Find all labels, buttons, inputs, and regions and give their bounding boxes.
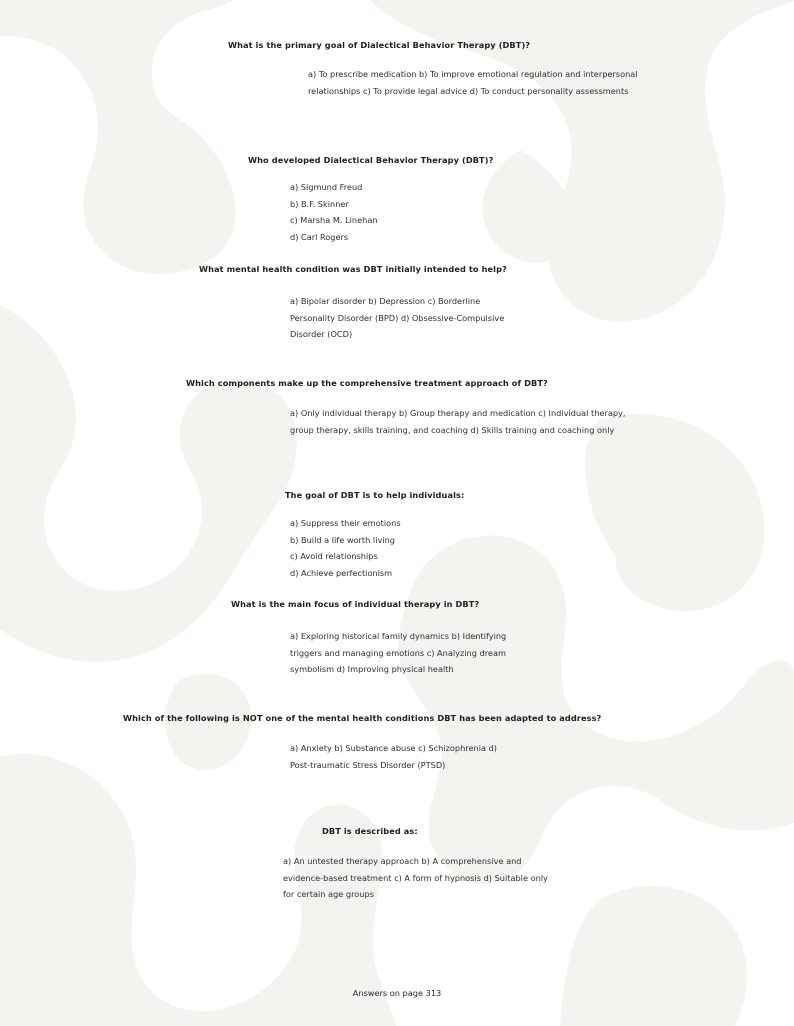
- option-2d: d) Carl Rogers: [290, 231, 349, 242]
- options-5: [290, 515, 401, 581]
- options-8: a) An untested therapy approach b) A comprehensive and evidence-based treatment c) A form of hypnosis d) Suitable only for certain age groups: [283, 856, 548, 899]
- question-1: What is the primary goal of Dialectical Behavior Therapy (DBT)?: [228, 40, 531, 50]
- question-3: What mental health condition was DBT initially intended to help?: [199, 264, 507, 274]
- options-3: a) Bipolar disorder b) Depression c) Borderline Personality Disorder (BPD) d) Obsessive-Compulsive Disorder (OCD): [290, 296, 505, 339]
- options-7: a) Anxiety b) Substance abuse c) Schizophrenia d) Post-traumatic Stress Disorder (PTSD): [290, 743, 497, 770]
- answers-page-reference: Answers on page 313: [352, 988, 442, 998]
- question-2: Who developed Dialectical Behavior Therapy (DBT)?: [248, 155, 494, 165]
- option-5c: c) Avoid relationships: [290, 551, 378, 561]
- question-7: Which of the following is NOT one of the mental health conditions DBT has been adapted to address?: [123, 713, 602, 723]
- option-5d: d) Achieve perfectionism: [290, 567, 393, 578]
- options-4: a) Only individual therapy b) Group therapy and medication c) Individual therapy, group therapy, skills training, and coaching d) Skills training and coaching only: [290, 408, 626, 435]
- option-2b: b) B.F. Skinner: [290, 198, 349, 209]
- question-6: What is the main focus of individual therapy in DBT?: [231, 599, 480, 609]
- options-6: a) Exploring historical family dynamics b) Identifying triggers and managing emotions c) Analyzing dream symbolism d) Improving physical health: [290, 631, 507, 674]
- option-5b: b) Build a life worth living: [290, 534, 395, 545]
- question-4: Which components make up the comprehensive treatment approach of DBT?: [186, 378, 548, 388]
- option-2c: c) Marsha M. Linehan: [290, 215, 378, 225]
- option-2a: a) Sigmund Freud: [290, 182, 363, 192]
- options-2: [290, 179, 378, 245]
- options-1: a) To prescribe medication b) To improve emotional regulation and interpersonal relationships c) To provide legal advice d) To conduct personality assessments: [308, 69, 638, 96]
- question-8: DBT is described as:: [322, 826, 418, 836]
- option-5a: a) Suppress their emotions: [290, 518, 401, 528]
- question-5: The goal of DBT is to help individuals:: [285, 490, 465, 500]
